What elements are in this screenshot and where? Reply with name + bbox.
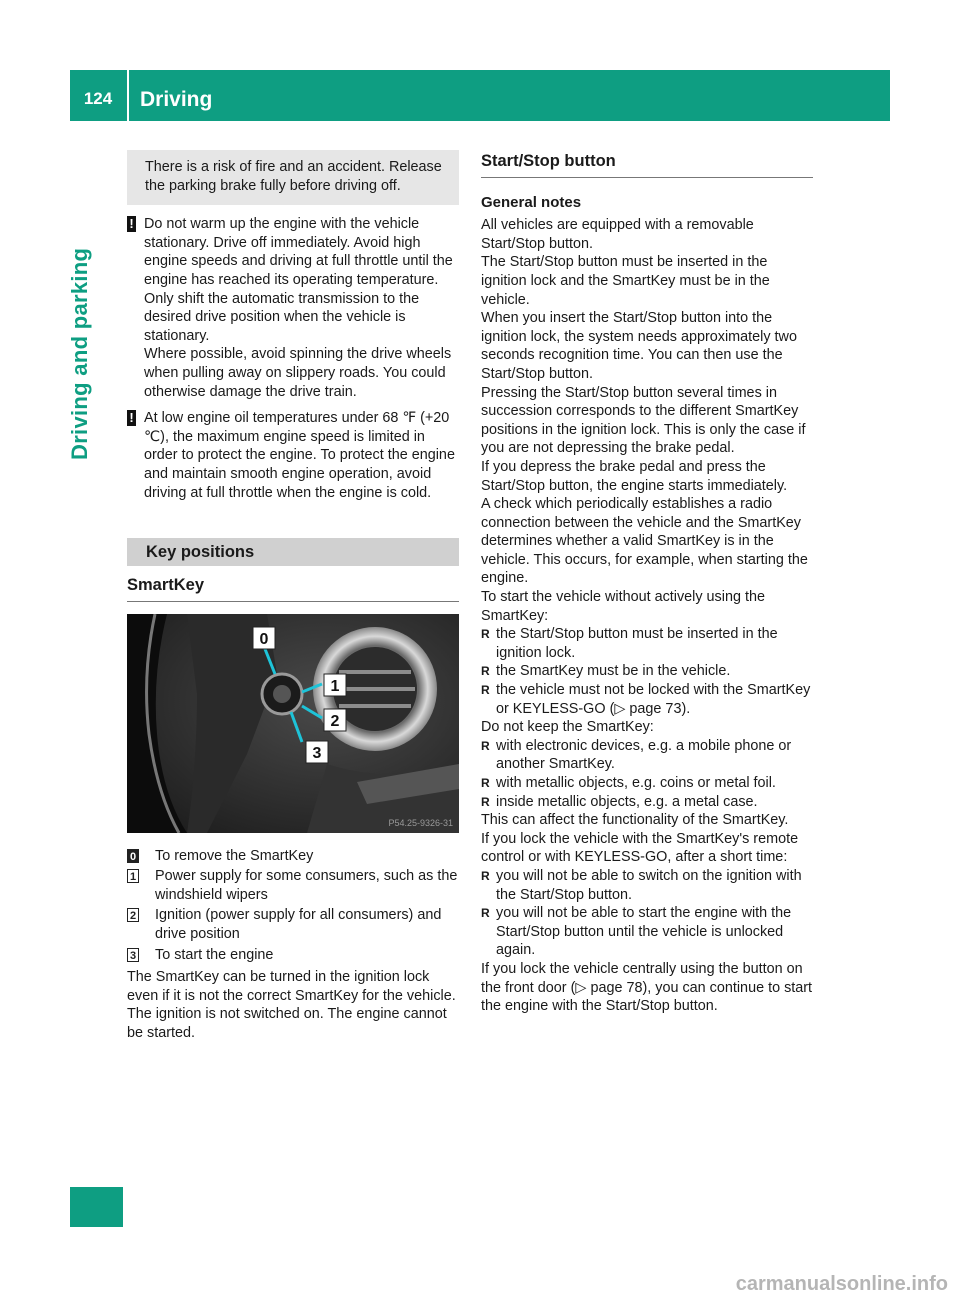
paragraph: To start the vehicle without actively using the SmartKey: <box>481 589 765 624</box>
smartkey-closing-paragraph: The SmartKey can be turned in the ignition lock even if it is not the correct SmartKey for the vehicle. The ignition is not switched on. The engine cannot be started. <box>127 969 456 1042</box>
callout-3 <box>306 741 328 763</box>
bullet-item: R with electronic devices, e.g. a mobile phone or another SmartKey. <box>481 737 813 774</box>
paragraph: The Start/Stop button must be inserted in the ignition lock and the SmartKey must be in the vehicle. <box>481 254 770 308</box>
bullet-item: R you will not be able to start the engine with the Start/Stop button until the vehicle is unlocked again. <box>481 904 813 960</box>
bullet-item: R the SmartKey must be in the vehicle. <box>481 662 813 681</box>
paragraph: Do not keep the SmartKey: <box>481 719 654 736</box>
legend-text: Ignition (power supply for all consumers) and drive position <box>155 907 442 943</box>
note-warm-up <box>127 215 459 401</box>
chapter-title: Driving <box>140 88 213 111</box>
paragraph: Pressing the Start/Stop button several times in succession corresponds to the different SmartKey positions in the ignition lock. This is only the case if you are not depressing the brake pedal. <box>481 384 806 457</box>
left-column <box>127 150 459 1043</box>
bullet-item: R you will not be able to switch on the ignition with the Start/Stop button. <box>481 867 813 904</box>
watermark: carmanualsonline.info <box>735 1273 948 1295</box>
note-paragraph: Only shift the automatic transmission to the desired drive position when the vehicle is stationary. <box>144 290 420 344</box>
header-divider <box>127 70 129 121</box>
callout-label-3: 3 <box>312 744 322 762</box>
bullet-item: R with metallic objects, e.g. coins or metal foil. <box>481 774 813 793</box>
callout-0 <box>253 627 275 649</box>
paragraph: This can affect the functionality of the SmartKey. <box>481 812 789 829</box>
paragraph: A check which periodically establishes a radio connection between the vehicle and the SmartKey determines whether a valid SmartKey is in the vehicle. This occurs, for example, when starting the engine. <box>481 496 808 587</box>
legend-item <box>127 847 459 866</box>
smartkey-heading: SmartKey <box>127 576 459 602</box>
note-oil-temperature <box>127 409 459 502</box>
legend-item <box>127 946 459 965</box>
callout-2 <box>324 709 346 731</box>
paragraph: When you insert the Start/Stop button into the ignition lock, the system needs approximately two seconds recognition time. You can then use the Start/Stop button. <box>481 310 797 382</box>
right-column <box>481 150 813 1016</box>
legend-badge: 1 <box>127 869 139 883</box>
image-code: P54.25-9326-31 <box>388 817 453 828</box>
note-paragraph: At low engine oil temperatures under 68 ℉ (+20 ℃), the maximum engine speed is limited in order to protect the engine. To protect the engine and maintain smooth engine operation, avoid driving at full throttle when the engine is cold. <box>144 410 455 501</box>
callout-label-0: 0 <box>259 630 269 648</box>
exclamation-icon: ! <box>127 216 136 232</box>
note-paragraph: Where possible, avoid spinning the drive wheels when pulling away on slippery roads. You could otherwise damage the drive train. <box>144 346 452 400</box>
note-paragraph: Do not warm up the engine with the vehicle stationary. Drive off immediately. Avoid high engine speeds and driving at full throttle until the engine has reached its operating temperature. <box>144 216 453 288</box>
legend-text: To remove the SmartKey <box>155 847 314 864</box>
paragraph: All vehicles are equipped with a removable Start/Stop button. <box>481 217 754 252</box>
callout-label-2: 2 <box>330 712 340 730</box>
callout-1 <box>324 674 346 696</box>
page-number: 124 <box>83 89 113 108</box>
bullet-item: R the Start/Stop button must be inserted in the ignition lock. <box>481 625 813 662</box>
legend-text: Power supply for some consumers, such as the windshield wipers <box>155 868 458 903</box>
bullet-item: R the vehicle must not be locked with the SmartKey or KEYLESS-GO (▷ page 73). <box>481 681 813 718</box>
ignition-lock-photo <box>127 614 459 833</box>
section-title: Key positions <box>127 538 459 566</box>
exclamation-icon: ! <box>127 410 136 426</box>
warning-box <box>127 150 459 205</box>
legend-badge: 3 <box>127 948 139 962</box>
paragraph: If you depress the brake pedal and press the Start/Stop button, the engine starts immediately. <box>481 458 788 494</box>
paragraph: If you lock the vehicle with the SmartKey's remote control or with KEYLESS-GO, after a short time: <box>481 830 799 866</box>
bullet-item: R inside metallic objects, e.g. a metal case. <box>481 793 813 812</box>
side-tab-marker <box>70 1187 123 1227</box>
legend-badge: 2 <box>127 908 139 922</box>
start-stop-heading: Start/Stop button <box>481 152 813 178</box>
legend-badge: 0 <box>127 849 139 863</box>
legend-item <box>127 867 459 904</box>
legend-item <box>127 906 459 943</box>
side-tab-label: Driving and parking <box>67 247 92 460</box>
general-notes-heading: General notes <box>481 193 582 211</box>
callout-label-1: 1 <box>330 677 340 695</box>
paragraph: If you lock the vehicle centrally using the button on the front door (▷ page 78), you can continue to start the engine with the Start/Stop button. <box>481 960 813 1015</box>
warning-text: There is a risk of fire and an accident. Release the parking brake fully before driving off. <box>145 159 442 194</box>
legend-text: To start the engine <box>155 946 274 963</box>
ignition-lock-center <box>273 685 291 703</box>
